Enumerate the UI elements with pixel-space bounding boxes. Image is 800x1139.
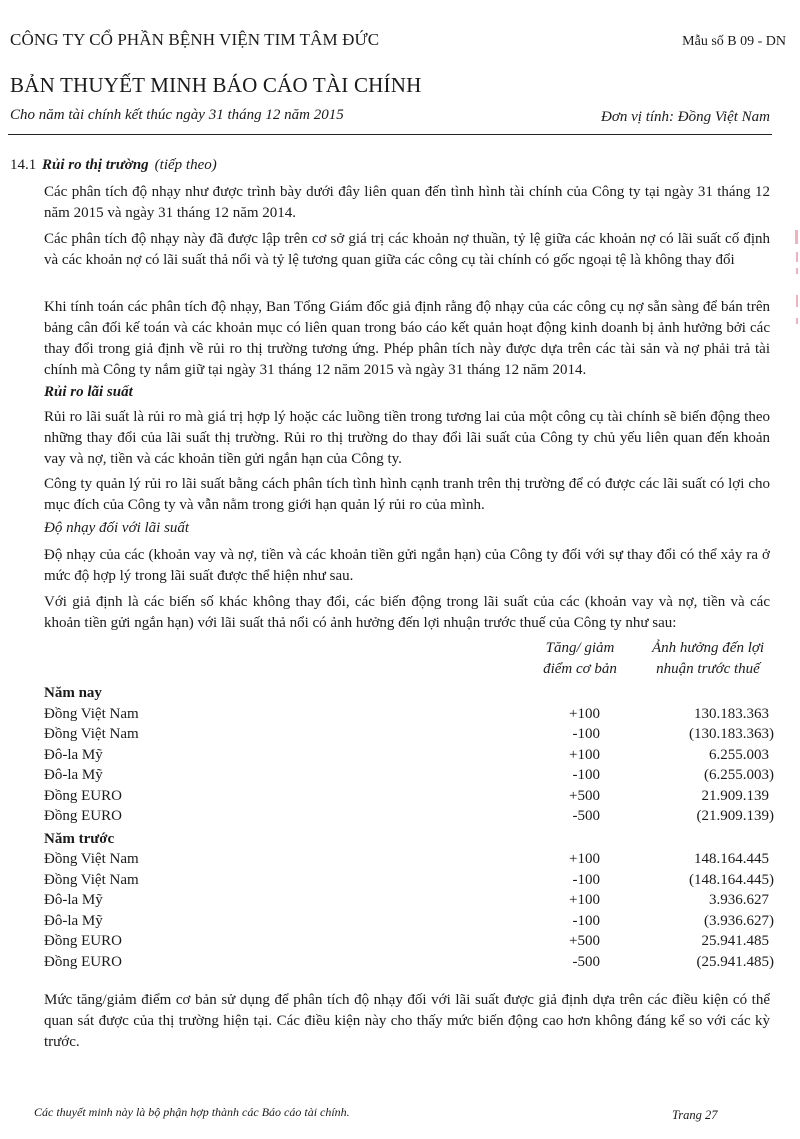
paragraph-assumption-floating: Với giả định là các biến số khác không thay đổi, các biến động trong lãi suất của các (khoản vay và nợ, tiền và các khoản tiền gửi ngắn hạn) với lãi suất thả nổi có ảnh hưởng đến lợi nhuận trước thuế của Công ty như sau: xyxy=(44,594,770,631)
header-divider xyxy=(8,134,772,135)
table-row xyxy=(44,786,774,807)
basis-points-cell: -500 xyxy=(572,808,600,824)
basis-points-cell: -100 xyxy=(572,912,600,929)
basis-points-cell: -500 xyxy=(572,953,600,970)
column-header-basis-points-line1: Tăng/ giảm xyxy=(545,640,615,656)
currency-cell: Đồng EURO xyxy=(44,787,122,804)
form-number: Mẫu số B 09 - DN xyxy=(682,34,786,49)
table-row xyxy=(44,890,774,911)
profit-effect-cell: 6.255.003 xyxy=(709,746,769,763)
paragraph-risk-management: Công ty quản lý rủi ro lãi suất bằng cách phân tích tình hình cạnh tranh trên thị trường để có được các lãi suất có lợi cho mục đích của Công ty và vẫn nằm trong giới hạn quản lý rủi ro của mình. xyxy=(44,476,770,513)
paragraph-interest-risk: Rủi ro lãi suất là rủi ro mà giá trị hợp lý hoặc các luồng tiền trong tương lai của một công cụ tài chính sẽ biến động theo những thay đổi của lãi suất thị trường. Rủi ro thị trường do thay đổi lãi suất của Công ty chủ yếu liên quan đến khoản vay và nợ, tiền và các khoản tiền gửi ngắn hạn của Công ty. xyxy=(44,409,770,467)
table-row xyxy=(44,849,774,870)
stamp-fragment xyxy=(796,318,798,324)
table-row xyxy=(44,911,774,932)
currency-cell: Đô-la Mỹ xyxy=(44,767,103,783)
table-row xyxy=(44,870,774,891)
basis-points-cell: -100 xyxy=(572,767,600,783)
section-heading xyxy=(10,157,217,174)
column-header-basis-points-line2: điểm cơ bản xyxy=(543,661,617,677)
currency-cell: Đồng Việt Nam xyxy=(44,705,139,722)
profit-effect-cell: 148.164.445 xyxy=(694,851,769,867)
page-number: Trang 27 xyxy=(672,1108,718,1122)
section-number: 14.1 xyxy=(10,157,37,173)
group-label-prior-year: Năm trước xyxy=(44,830,115,847)
stamp-fragment xyxy=(796,268,798,274)
table-row xyxy=(44,806,774,827)
currency-cell: Đồng EURO xyxy=(44,808,122,824)
column-header-profit-effect-line1: Ảnh hưởng đến lợi xyxy=(651,640,765,656)
sensitivity-table xyxy=(44,683,774,972)
table-row xyxy=(44,931,774,952)
stamp-fragment xyxy=(796,295,798,307)
currency-cell: Đồng Việt Nam xyxy=(44,871,139,888)
basis-points-cell: -100 xyxy=(572,726,600,742)
section-title: Rủi ro thị trường xyxy=(42,157,149,173)
basis-points-cell: -100 xyxy=(572,871,600,888)
currency-cell: Đồng Việt Nam xyxy=(44,726,139,742)
paragraph-sensitivity: Độ nhạy của các (khoản vay và nợ, tiền và các khoản tiền gửi ngắn hạn) của Công ty đối với sự thay đổi có thể xảy ra ở mức độ hợp lý trong lãi suất được thể hiện như sau. xyxy=(44,547,770,584)
currency-cell: Đô-la Mỹ xyxy=(44,912,103,929)
paragraph-basis: Các phân tích độ nhạy này đã được lập trên cơ sở giá trị các khoản nợ thuần, tỷ lệ giữa các khoản nợ có lãi suất cố định và các khoản nợ có lãi suất thả nổi và tỷ lệ tương quan giữa các công cụ tài chính có gốc ngoại tệ là không thay đổi xyxy=(44,231,770,268)
stamp-fragment xyxy=(795,230,798,244)
profit-effect-cell: (148.164.445) xyxy=(689,871,774,888)
basis-points-cell: +100 xyxy=(569,746,600,763)
currency-cell: Đô-la Mỹ xyxy=(44,892,103,908)
currency-cell: Đồng EURO xyxy=(44,953,122,970)
profit-effect-cell: (6.255.003) xyxy=(704,767,774,783)
profit-effect-cell: 3.936.627 xyxy=(709,892,769,908)
profit-effect-cell: (21.909.139) xyxy=(696,808,774,824)
document-title: BẢN THUYẾT MINH BÁO CÁO TÀI CHÍNH xyxy=(10,73,422,97)
group-row xyxy=(44,683,774,704)
column-header-profit-effect-line2: nhuận trước thuế xyxy=(656,661,760,677)
group-row xyxy=(44,829,774,850)
stamp-fragment xyxy=(796,252,798,262)
table-row xyxy=(44,952,774,973)
table-row xyxy=(44,745,774,766)
document-subtitle: Cho năm tài chính kết thúc ngày 31 tháng 12 năm 2015 xyxy=(10,107,344,123)
profit-effect-cell: (25.941.485) xyxy=(696,953,774,970)
column-header-basis-points xyxy=(530,638,630,680)
currency-unit: Đơn vị tính: Đồng Việt Nam xyxy=(601,109,770,125)
basis-points-cell: +500 xyxy=(569,787,600,804)
currency-cell: Đồng EURO xyxy=(44,933,122,949)
profit-effect-cell: 21.909.139 xyxy=(701,787,769,804)
basis-points-cell: +100 xyxy=(569,892,600,908)
profit-effect-cell: (3.936.627) xyxy=(704,912,774,929)
basis-points-cell: +500 xyxy=(569,933,600,949)
section-continued: (tiếp theo) xyxy=(154,157,217,173)
column-header-profit-effect xyxy=(642,638,774,680)
profit-effect-cell: 25.941.485 xyxy=(701,933,769,949)
currency-cell: Đô-la Mỹ xyxy=(44,746,103,763)
interest-rate-risk-heading: Rủi ro lãi suất xyxy=(44,384,133,400)
table-row xyxy=(44,765,774,786)
paragraph-conclusion: Mức tăng/giảm điểm cơ bản sử dụng để phân tích độ nhạy đối với lãi suất được giả định dựa trên các điều kiện có thể quan sát được của thị trường hiện tại. Các điều kiện này cho thấy mức biến động cao hơn không đáng kể so với các kỳ trước. xyxy=(44,992,770,1050)
basis-points-cell: +100 xyxy=(569,705,600,722)
profit-effect-cell: (130.183.363) xyxy=(689,726,774,742)
profit-effect-cell: 130.183.363 xyxy=(694,705,769,722)
paragraph-intro: Các phân tích độ nhạy như được trình bày dưới đây liên quan đến tình hình tài chính của Công ty tại ngày 31 tháng 12 năm 2015 và ngày 31 tháng 12 năm 2014. xyxy=(44,184,770,221)
basis-points-cell: +100 xyxy=(569,851,600,867)
table-row xyxy=(44,704,774,725)
currency-cell: Đồng Việt Nam xyxy=(44,851,139,867)
sensitivity-heading: Độ nhạy đối với lãi suất xyxy=(44,520,190,536)
company-name: CÔNG TY CỔ PHẦN BỆNH VIỆN TIM TÂM ĐỨC xyxy=(10,30,380,49)
group-label-current-year: Năm nay xyxy=(44,685,102,701)
table-row xyxy=(44,724,774,745)
paragraph-assumptions: Khi tính toán các phân tích độ nhạy, Ban Tổng Giám đốc giả định rằng độ nhạy của các công cụ nợ sẵn sàng để bán trên bảng cân đối kế toán và các khoản mục có liên quan trong báo cáo kết quản hoạt động kinh doanh bị ảnh hưởng bởi các thay đổi trong giả định về rủi ro thị trường tương ứng. Phép phân tích này được dựa trên các tài sản và nợ phải trả tài chính mà Công ty nắm giữ tại ngày 31 tháng 12 năm 2015 và ngày 31 tháng 12 năm 2014. xyxy=(44,299,770,378)
footer-note: Các thuyết minh này là bộ phận hợp thành các Báo cáo tài chính. xyxy=(34,1105,350,1119)
